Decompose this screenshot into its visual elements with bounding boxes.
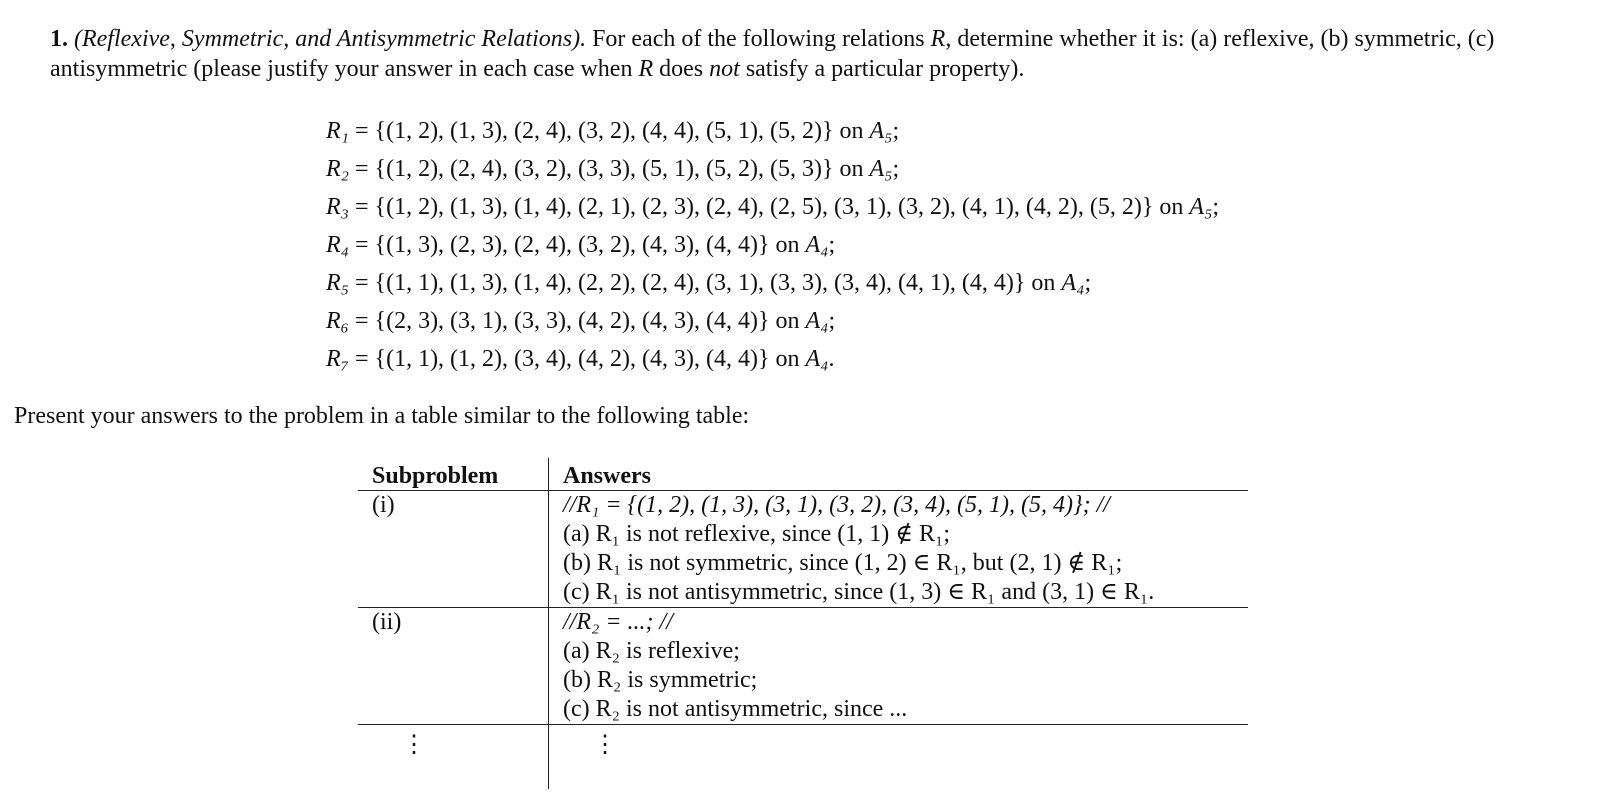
relation-7 xyxy=(326,340,1219,378)
row-label-text: (i) xyxy=(372,492,395,518)
problem-text-d: satisfy a particular property). xyxy=(745,56,1025,82)
relation-end: ; xyxy=(1084,270,1092,296)
relation-set: A₅ xyxy=(869,118,893,144)
relation-name: R₂ xyxy=(326,156,350,182)
relation-eq: = {(1, 1), (1, 3), (1, 4), (2, 2), (2, 4), (3, 1), (3, 3), (3, 4), (4, 1), (4, 4)} on xyxy=(349,270,1062,296)
answer-line: (b) R₁ is not symmetric, since (1, 2) ∈ R₁, but (2, 1) ∉ R₁; xyxy=(563,550,1123,576)
relation-name: R₇ xyxy=(326,346,350,372)
row-label xyxy=(358,491,549,608)
relation-eq: = {(1, 2), (2, 4), (3, 2), (3, 3), (5, 1), (5, 2), (5, 3)} on xyxy=(349,156,870,182)
answer-table xyxy=(358,458,1248,789)
answer-line: (c) R₁ is not antisymmetric, since (1, 3) ∈ R₁ and (3, 1) ∈ R₁. xyxy=(563,579,1155,605)
continuation-label-cell xyxy=(358,725,549,790)
header-answers: Answers xyxy=(563,463,651,489)
relation-name: R₆ xyxy=(326,308,350,334)
relation-name: R₄ xyxy=(326,232,350,258)
table-row xyxy=(358,491,1248,608)
continuation-answer-cell xyxy=(549,725,1249,790)
relation-eq: = {(1, 3), (2, 3), (2, 4), (3, 2), (4, 3), (4, 4)} on xyxy=(349,232,806,258)
answer-line: //R₂ = ...; // xyxy=(563,609,673,635)
problem-text-a: For each of the following relations xyxy=(592,26,925,52)
relation-5 xyxy=(326,264,1219,302)
answer-line: (a) R₁ is not reflexive, since (1, 1) ∉ R₁; xyxy=(563,521,951,547)
relations-list xyxy=(326,112,1219,378)
problem-statement xyxy=(14,24,1594,84)
problem-paragraph xyxy=(14,24,1594,84)
vertical-ellipsis: ⋮ xyxy=(593,732,617,758)
relation-end: ; xyxy=(892,118,900,144)
relation-set: A₅ xyxy=(1189,194,1213,220)
relation-name: R₃ xyxy=(326,194,350,220)
relation-end: ; xyxy=(892,156,900,182)
var-r-2: R xyxy=(638,56,654,82)
row-label-text: (ii) xyxy=(372,609,402,635)
vertical-ellipsis: ⋮ xyxy=(402,732,426,758)
relation-end: ; xyxy=(828,308,836,334)
row-label xyxy=(358,608,549,725)
present-instruction: Present your answers to the problem in a table similar to the following table: xyxy=(14,403,750,429)
relation-1 xyxy=(326,112,1219,150)
relation-4 xyxy=(326,226,1219,264)
relation-name: R₁ xyxy=(326,118,350,144)
table-continuation-row xyxy=(358,725,1248,790)
row-answers xyxy=(549,491,1249,608)
table-header-row xyxy=(358,458,1248,491)
relation-2 xyxy=(326,150,1219,188)
problem-number: 1. xyxy=(50,26,68,52)
relation-set: A₄ xyxy=(805,232,829,258)
answer-line: (b) R₂ is symmetric; xyxy=(563,667,758,693)
relation-eq: = {(1, 1), (1, 2), (3, 4), (4, 2), (4, 3), (4, 4)} on xyxy=(349,346,806,372)
table-row xyxy=(358,608,1248,725)
relation-end: ; xyxy=(1212,194,1220,220)
relation-end: . xyxy=(828,346,835,372)
problem-text-b: , determine whether it is: (a) reflexive, (b) symmetric, (c) antisymmetric (please justify your answer in each case when xyxy=(50,26,1495,82)
relation-eq: = {(1, 2), (1, 3), (1, 4), (2, 1), (2, 3), (2, 4), (2, 5), (3, 1), (3, 2), (4, 1), (4, 2), (5, 2)} on xyxy=(349,194,1190,220)
relation-set: A₅ xyxy=(869,156,893,182)
answer-line: (a) R₂ is reflexive; xyxy=(563,638,740,664)
relation-set: A₄ xyxy=(805,346,829,372)
answer-line: //R₁ = {(1, 2), (1, 3), (3, 1), (3, 2), (3, 4), (5, 1), (5, 4)}; // xyxy=(563,492,1110,518)
relation-end: ; xyxy=(828,232,836,258)
relation-3 xyxy=(326,188,1219,226)
not-word: not xyxy=(709,56,740,82)
var-r: R xyxy=(930,26,946,52)
relation-eq: = {(2, 3), (3, 1), (3, 3), (4, 2), (4, 3), (4, 4)} on xyxy=(349,308,806,334)
problem-title: (Reflexive, Symmetric, and Antisymmetric Relations). xyxy=(74,26,587,52)
relation-name: R₅ xyxy=(326,270,350,296)
relation-set: A₄ xyxy=(1061,270,1085,296)
relation-eq: = {(1, 2), (1, 3), (2, 4), (3, 2), (4, 4), (5, 1), (5, 2)} on xyxy=(349,118,870,144)
answer-line: (c) R₂ is not antisymmetric, since ... xyxy=(563,696,908,722)
header-subproblem: Subproblem xyxy=(358,458,549,491)
row-answers xyxy=(549,608,1249,725)
problem-text-c: does xyxy=(659,56,704,82)
relation-6 xyxy=(326,302,1219,340)
relation-set: A₄ xyxy=(805,308,829,334)
